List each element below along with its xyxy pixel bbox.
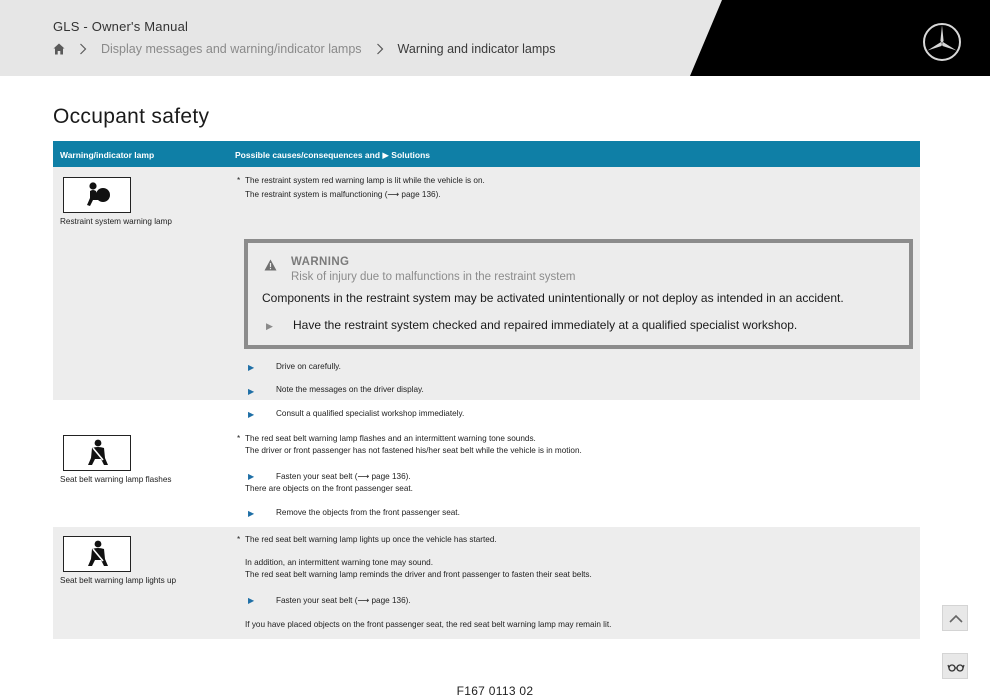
action-arrow-icon: ▶ [248, 410, 255, 419]
cause-text: The red seat belt warning lamp flashes and an intermittent warning tone sounds. [245, 434, 536, 443]
warning-triangle-icon [264, 259, 277, 271]
restraint-lamp-box [63, 177, 131, 213]
cause-text: There are objects on the front passenger seat. [245, 484, 413, 493]
chevron-right-icon [79, 43, 87, 55]
warning-arrow-icon: ▶ [266, 321, 273, 331]
table-row [53, 426, 920, 527]
figure-code: F167 0113 02 [456, 684, 534, 698]
list-bullet: * [237, 434, 241, 443]
action-text: Consult a qualified specialist workshop immediately. [276, 409, 465, 418]
seatbelt-person-icon [84, 539, 112, 569]
table-header [53, 141, 920, 167]
warning-subtitle: Risk of injury due to malfunctions in the restraint system [291, 271, 576, 283]
column-header-lamp: Warning/indicator lamp [60, 150, 155, 160]
home-icon[interactable] [53, 43, 65, 55]
consequence-text: The driver or front passenger has not fastened his/her seat belt while the vehicle is in motion. [245, 446, 582, 455]
action-arrow-icon: ▶ [248, 363, 255, 372]
seatbelt-person-icon [84, 438, 112, 468]
breadcrumb-current: Warning and indicator lamps [397, 42, 556, 56]
action-text: Remove the objects from the front passenger seat. [276, 508, 460, 517]
airbag-person-icon [84, 180, 112, 210]
note-text: If you have placed objects on the front passenger seat, the red seat belt warning lamp may remain lit. [245, 620, 612, 629]
cause-text: The red seat belt warning lamp lights up once the vehicle has started. [245, 535, 497, 544]
seatbelt-lamp-box [63, 536, 131, 572]
lamp-label: Restraint system warning lamp [60, 217, 172, 226]
chevron-right-icon [376, 43, 384, 55]
consequence-text[interactable]: The restraint system is malfunctioning (⟶ page 136). [245, 190, 441, 199]
warning-action: Have the restraint system checked and repaired immediately at a qualified specialist workshop. [293, 318, 798, 332]
header-brand-panel [690, 0, 990, 76]
action-arrow-icon: ▶ [248, 472, 255, 481]
consequence-text: The red seat belt warning lamp reminds the driver and front passenger to fasten their seat belts. [245, 570, 592, 579]
chevron-up-icon [943, 606, 969, 632]
action-arrow-icon: ▶ [248, 387, 255, 396]
action-text[interactable]: Fasten your seat belt (⟶ page 136). [276, 472, 411, 481]
seatbelt-lamp-box [63, 435, 131, 471]
list-bullet: * [237, 535, 241, 544]
action-text: Drive on carefully. [276, 362, 341, 371]
breadcrumb [53, 42, 556, 56]
action-arrow-icon: ▶ [248, 596, 255, 605]
header-bar [0, 0, 990, 76]
cause-text: In addition, an intermittent warning tone may sound. [245, 558, 433, 567]
lamp-label: Seat belt warning lamp flashes [60, 475, 172, 484]
mercedes-star-logo[interactable] [922, 22, 962, 62]
action-arrow-icon: ▶ [248, 509, 255, 518]
breadcrumb-link[interactable]: Display messages and warning/indicator lamps [101, 42, 362, 56]
glasses-icon [943, 654, 969, 680]
page-title: Occupant safety [53, 105, 210, 128]
lamp-label: Seat belt warning lamp lights up [60, 576, 177, 585]
reading-view-button[interactable] [942, 653, 968, 679]
action-text[interactable]: Fasten your seat belt (⟶ page 136). [276, 596, 411, 605]
column-header-causes: Possible causes/consequences and ▶ Solutions [235, 150, 431, 160]
table-row [53, 527, 920, 639]
cause-text: The restraint system red warning lamp is lit while the vehicle is on. [245, 176, 485, 185]
warning-title: WARNING [291, 256, 350, 268]
warning-box [244, 239, 913, 349]
action-text: Note the messages on the driver display. [276, 385, 424, 394]
warning-body: Components in the restraint system may be activated unintentionally or not deploy as intended in an accident. [262, 291, 844, 305]
lamp-table [53, 141, 920, 639]
list-bullet: * [237, 176, 241, 185]
scroll-to-top-button[interactable] [942, 605, 968, 631]
app-title: GLS - Owner's Manual [53, 19, 189, 34]
table-row [53, 167, 920, 419]
